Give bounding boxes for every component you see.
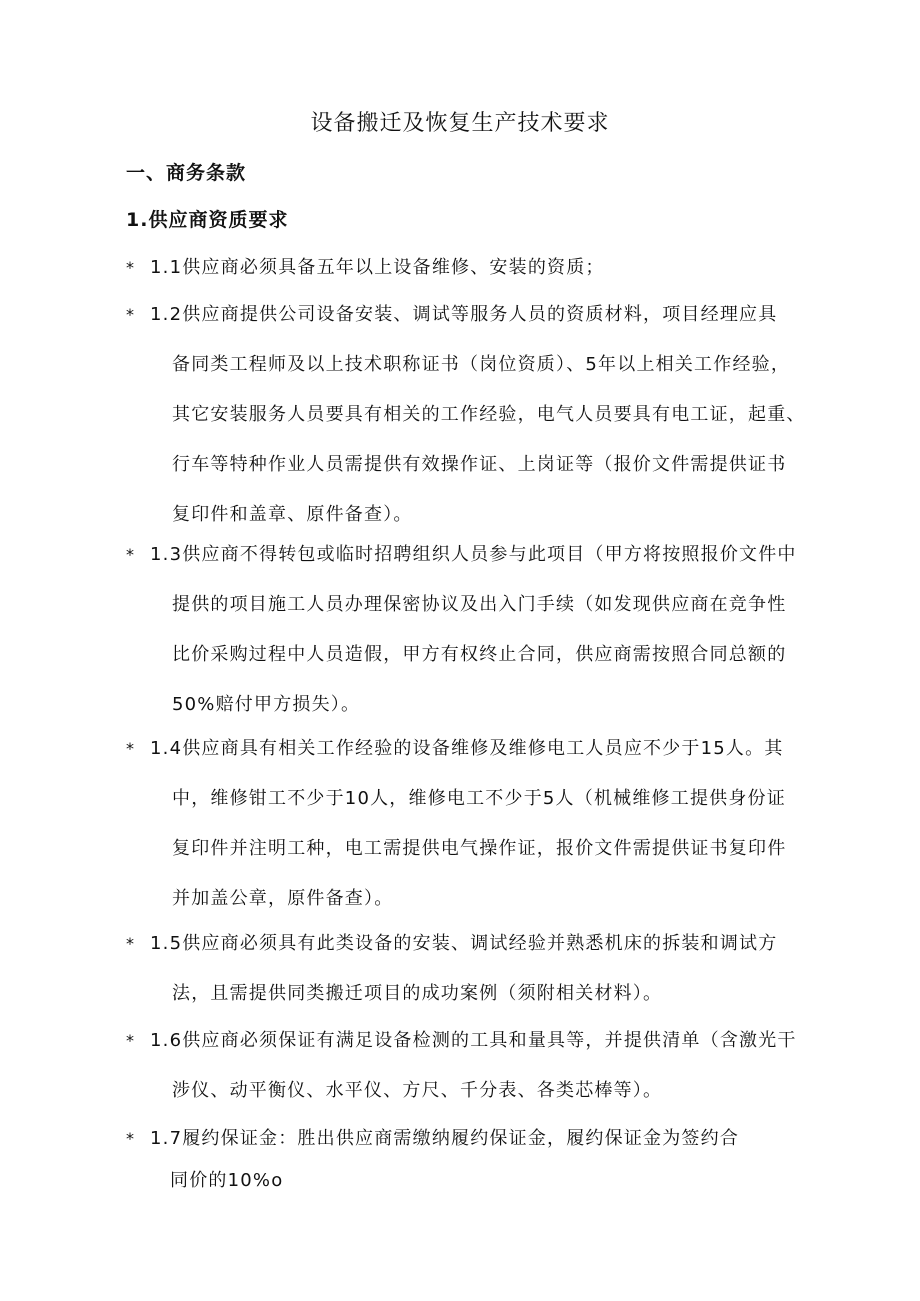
item-line: 1.1供应商必须具备五年以上设备维修、安装的资质； [150, 257, 605, 278]
item-text [150, 1114, 830, 1198]
bullet-marker: * [126, 1031, 134, 1050]
bullet-marker: * [126, 305, 134, 324]
section-heading: 一、商务条款 [126, 162, 247, 184]
item-text [150, 724, 830, 924]
item-text [150, 243, 830, 293]
item-line: 并加盖公章，原件备查）。 [172, 888, 394, 909]
item-text [150, 290, 830, 540]
item-line: 涉仪、动平衡仪、水平仪、方尺、千分表、各类芯棒等）。 [172, 1080, 663, 1101]
document-title: 设备搬迁及恢复生产技术要求 [310, 111, 610, 136]
item-line: 行车等特种作业人员需提供有效操作证、上岗证等（报价文件需提供证书 [172, 454, 787, 475]
bullet-marker: * [126, 739, 134, 758]
item-line: 中，维修钳工不少于10人，维修电工不少于5人（机械维修工提供身份证 [172, 788, 786, 809]
bullet-marker: * [126, 934, 134, 953]
item-line: 1.7履约保证金：胜出供应商需缴纳履约保证金，履约保证金为签约合 [150, 1128, 740, 1149]
bullet-marker: * [126, 258, 134, 277]
item-text [150, 919, 830, 1019]
item-line: 1.5供应商必须具有此类设备的安装、调试经验并熟悉机床的拆装和调试方 [150, 933, 778, 954]
item-line: 提供的项目施工人员办理保密协议及出入门手续（如发现供应商在竞争性 [172, 594, 787, 615]
item-line: 1.6供应商必须保证有满足设备检测的工具和量具等，并提供清单（含激光干 [150, 1030, 797, 1051]
bullet-marker: * [126, 545, 134, 564]
item-text [150, 1016, 830, 1116]
item-line: 1.4供应商具有相关工作经验的设备维修及维修电工人员应不少于15人。其 [150, 738, 784, 759]
item-line: 比价采购过程中人员造假，甲方有权终止合同，供应商需按照合同总额的 [172, 644, 787, 665]
item-line: 复印件并注明工种，电工需提供电气操作证，报价文件需提供证书复印件 [172, 838, 787, 859]
item-line: 1.3供应商不得转包或临时招聘组织人员参与此项目（甲方将按照报价文件中 [150, 544, 797, 565]
item-line: 备同类工程师及以上技术职称证书（岗位资质）、5年以上相关工作经验， [172, 354, 791, 375]
item-line: 同价的10%o [170, 1170, 284, 1191]
subsection-heading: 1.供应商资质要求 [126, 209, 289, 231]
item-line: 法，且需提供同类搬迁项目的成功案例（须附相关材料）。 [172, 983, 663, 1004]
item-line: 其它安装服务人员要具有相关的工作经验，电气人员要具有电工证，起重、 [172, 404, 806, 425]
item-text [150, 530, 830, 730]
bullet-marker: * [126, 1129, 134, 1148]
item-line: 1.2供应商提供公司设备安装、调试等服务人员的资质材料，项目经理应具 [150, 304, 778, 325]
item-line: 50%赔付甲方损失）。 [172, 694, 361, 715]
item-line: 复印件和盖章、原件备查）。 [172, 504, 413, 525]
